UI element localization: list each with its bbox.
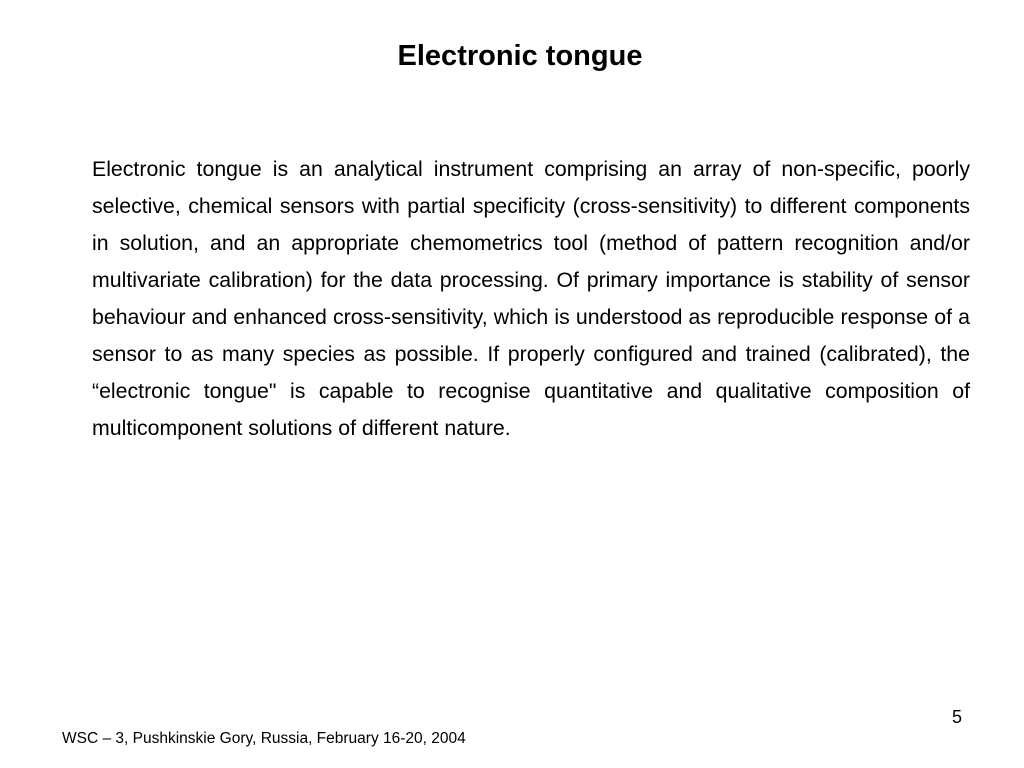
page-number: 5 xyxy=(951,707,962,727)
slide-body-paragraph: Electronic tongue is an analytical instrument comprising an array of non-specific, poorly selective, chemical sensors with partial specificity (cross-sensitivity) to different components in solution, and an appropriate chemometrics tool (method of pattern recognition and/or multivariate calibration) for the data processing. Of primary importance is stability of sensor behaviour and enhanced cross-sensitivity, which is understood as reproducible response of a sensor to as many species as possible. If properly configured and trained (calibrated), the “electronic tongue" is capable to recognise quantitative and qualitative composition of multicomponent solutions of different nature. xyxy=(92,157,970,440)
slide-footer: WSC – 3, Pushkinskie Gory, Russia, February 16-20, 2004 xyxy=(62,730,466,747)
slide-title: Electronic tongue xyxy=(397,40,643,72)
